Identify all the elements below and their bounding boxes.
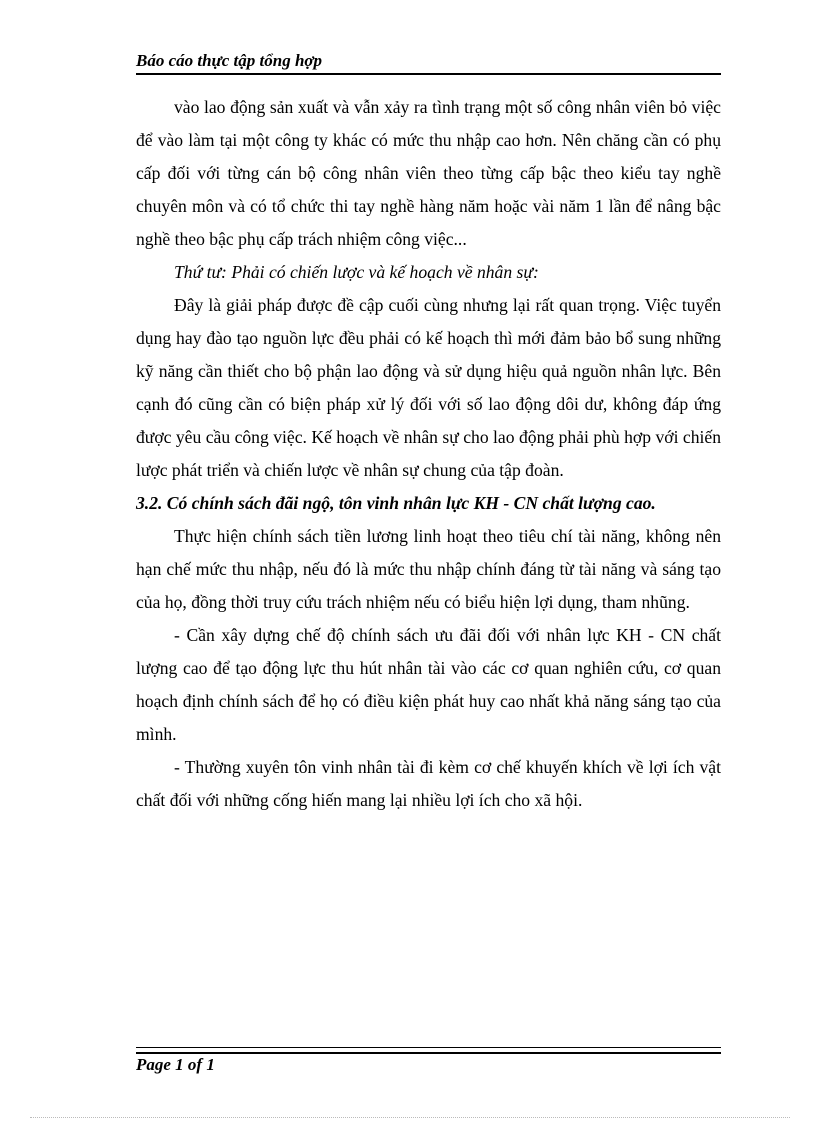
header-title: Báo cáo thực tập tổng hợp xyxy=(136,51,323,70)
paragraph-continuation: vào lao động sản xuất và vẫn xảy ra tình trạng một số công nhân viên bỏ việc để vào làm tại một công ty khác có mức thu nhập cao hơn. Nên chăng cần có phụ cấp đối với từng cán bộ công nhân viên theo từng cấp bậc theo kiểu tay nghề chuyên môn và có tổ chức thi tay nghề hàng năm hoặc vài năm 1 lần để nâng bậc nghề theo bậc phụ cấp trách nhiệm công việc... xyxy=(136,97,721,249)
paragraph-hr-strategy: Đây là giải pháp được đề cập cuối cùng nhưng lại rất quan trọng. Việc tuyển dụng hay đào tạo nguồn lực đều phải có kế hoạch thì mới đảm bảo bổ sung những kỹ năng cần thiết cho bộ phận lao động và sử dụng hiệu quả nguồn nhân lực. Bên cạnh đó cũng cần có biện pháp xử lý đối với số lao động dôi dư, không đáp ứng được yêu cầu công việc. Kế hoạch về nhân sự cho lao động phải phù hợp với chiến lược phát triển và chiến lược về nhân sự chung của tập đoàn. xyxy=(136,295,721,480)
page-header xyxy=(136,49,721,75)
subheading-fourth: Thứ tư: Phải có chiến lược và kế hoạch về nhân sự: xyxy=(174,262,539,282)
paragraph-talent-honor: - Thường xuyên tôn vinh nhân tài đi kèm cơ chế khuyến khích về lợi ích vật chất đối với những cống hiến mang lại nhiều lợi ích cho xã hội. xyxy=(136,757,721,810)
document-body xyxy=(136,91,721,817)
paragraph-salary-policy: Thực hiện chính sách tiền lương linh hoạt theo tiêu chí tài năng, không nên hạn chế mức thu nhập, nếu đó là mức thu nhập chính đáng từ tài năng và sáng tạo của họ, đồng thời truy cứu trách nhiệm nếu có biểu hiện lợi dụng, tham nhũng. xyxy=(136,526,721,612)
section-heading-3-2: 3.2. Có chính sách đãi ngộ, tôn vinh nhân lực KH - CN chất lượng cao. xyxy=(136,493,656,513)
footer-rule xyxy=(136,1047,721,1054)
page-number: Page 1 of 1 xyxy=(136,1055,215,1074)
page-edge-divider xyxy=(30,1117,790,1118)
paragraph-incentive-policy: - Cần xây dựng chế độ chính sách ưu đãi đối với nhân lực KH - CN chất lượng cao để tạo động lực thu hút nhân tài vào các cơ quan nghiên cứu, cơ quan hoạch định chính sách để họ có điều kiện phát huy cao nhất khả năng sáng tạo của mình. xyxy=(136,625,721,744)
